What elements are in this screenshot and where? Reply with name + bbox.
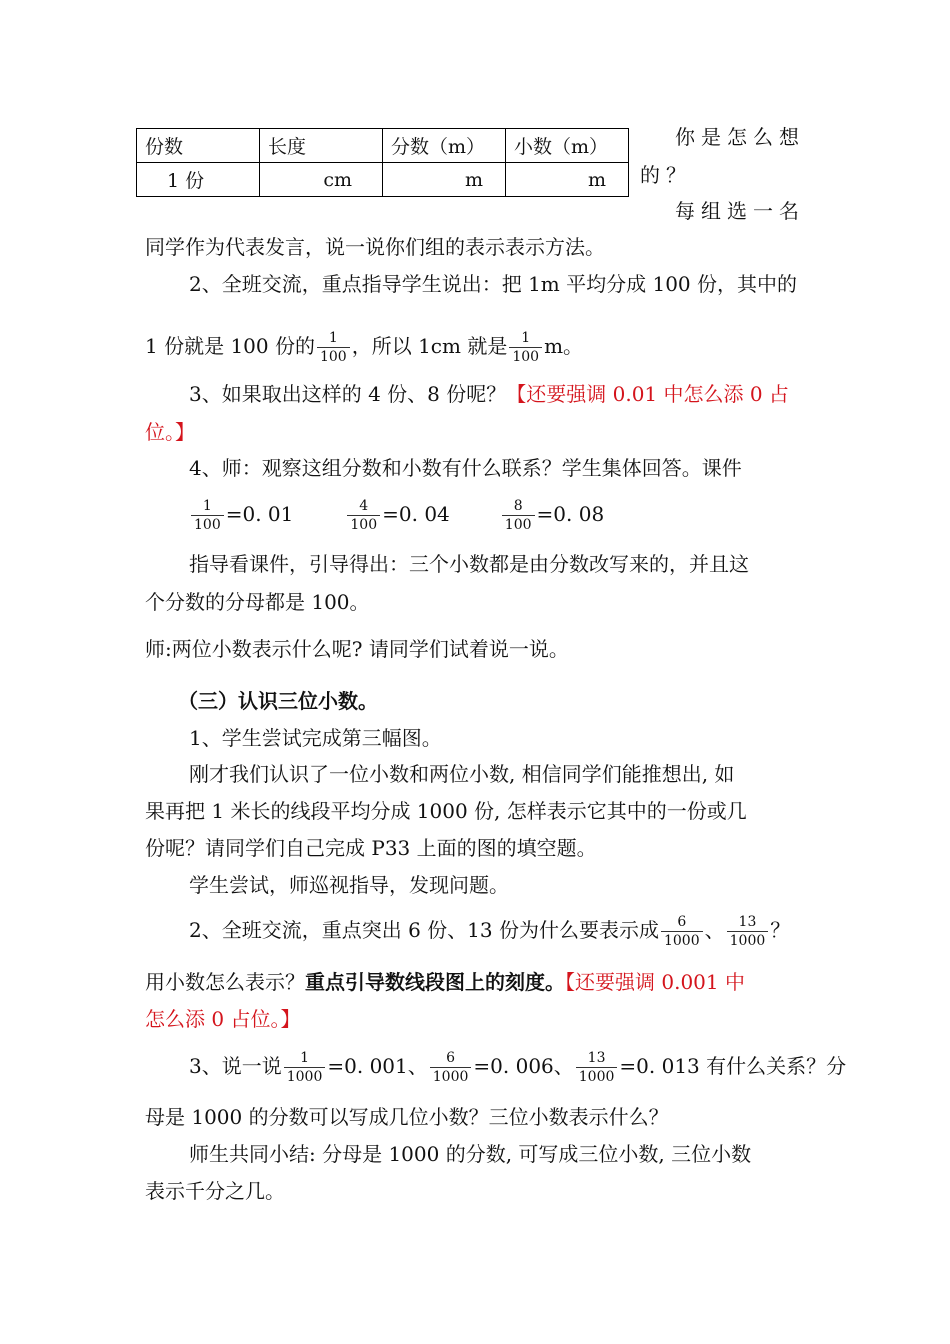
fraction-numerator: 6 [430,1051,472,1068]
table-header-cell: 份数 [137,129,260,163]
emphasis-note: 位。】 [145,420,195,444]
paragraph-line: 师:两位小数表示什么呢? 请同学们试着说一说。 [145,637,569,661]
table-row [137,163,629,197]
table-cell: 1 份 [137,163,260,197]
fraction-denominator: 100 [194,517,221,533]
fraction-numerator: 6 [661,915,703,932]
text-segment: =0. 013 有什么关系？分 [619,1054,847,1078]
text-segment: =0. 006、 [473,1054,574,1078]
bold-emphasis: 重点引导数线段图上的刻度。 [305,970,565,994]
equation-value: =0. 04 [382,502,450,526]
paragraph-line: 刚才我们认识了一位小数和两位小数, 相信同学们能推想出, 如 [189,762,735,786]
fraction-denominator: 1000 [432,1069,469,1085]
paragraph-line: 4、师：观察这组分数和小数有什么联系？学生集体回答。课件 [189,456,742,480]
fraction-denominator: 1000 [578,1069,615,1085]
equation-row [189,497,604,532]
fraction-denominator: 100 [350,517,378,533]
paragraph-line: 表示千分之几。 [145,1179,285,1203]
paragraph-line: 1、学生尝试完成第三幅图。 [189,726,442,750]
fraction [430,1051,472,1084]
text-segment: 2、全班交流，重点突出 6 份、13 份为什么要表示成 [189,918,659,942]
table-header-cell: 小数（m） [506,129,629,163]
paragraph-line: 份呢？请同学们自己完成 P33 上面的图的填空题。 [145,836,597,860]
table-cell: m [383,163,506,197]
paragraph-line [145,969,745,995]
paragraph-line: 果再把 1 米长的线段平均分成 1000 份, 怎样表示它其中的一份或几 [145,799,747,823]
fraction-denominator: 1000 [729,933,766,949]
emphasis-note: 怎么添 0 占位。】 [145,1007,301,1031]
data-table [136,128,629,197]
fraction-numerator: 4 [347,499,380,516]
table-cell: cm [260,163,383,197]
text-segment: 3、如果取出这样的 4 份、8 份呢？ [189,382,507,406]
fraction [317,331,350,364]
fraction [191,499,224,532]
fraction [727,915,769,948]
text-segment: m。 [544,334,584,358]
side-text-line: 每组选一名 [675,199,805,223]
side-text-line: 你是怎么想 [675,125,805,149]
paragraph-line: 指导看课件，引导得出：三个小数都是由分数改写来的，并且这 [189,552,749,576]
paragraph-line [189,1049,846,1084]
paragraph-line [189,913,790,948]
equation-value: =0. 01 [225,502,294,526]
fraction-numerator: 1 [509,331,542,348]
table-header-row [137,129,629,163]
text-segment: ？ [770,918,791,942]
fraction [502,499,535,532]
paragraph-line: 个分数的分母都是 100。 [145,590,370,614]
paragraph-line: 2、全班交流，重点指导学生说出：把 1m 平均分成 100 份，其中的 [189,272,798,296]
paragraph-line [145,329,583,364]
section-heading: （三）认识三位小数。 [178,689,378,713]
fraction [576,1051,618,1084]
fraction-numerator: 13 [727,915,769,932]
fraction-numerator: 1 [191,499,224,516]
text-segment: 、 [704,918,725,942]
text-segment: 3、说一说 [189,1054,282,1078]
fraction-denominator: 1000 [286,1069,323,1085]
table-cell: m [506,163,629,197]
fraction-denominator: 100 [512,349,540,365]
paragraph-line: 学生尝试，师巡视指导，发现问题。 [189,873,509,897]
fraction-numerator: 1 [317,331,350,348]
equation-value: =0. 08 [536,502,605,526]
text-segment: =0. 001、 [327,1054,428,1078]
paragraph-line [189,381,789,407]
fraction-numerator: 8 [502,499,535,516]
fraction [509,331,542,364]
emphasis-note: 【还要强调 0.001 中 [565,970,745,994]
fraction [661,915,703,948]
fraction-denominator: 100 [504,517,532,533]
emphasis-note: 【还要强调 0.01 中怎么添 0 占 [506,382,789,406]
table-header-cell: 分数（m） [383,129,506,163]
side-text-line: 的？ [640,163,692,187]
paragraph-line: 师生共同小结: 分母是 1000 的分数, 可写成三位小数, 三位小数 [189,1142,752,1166]
fraction-denominator: 100 [319,349,347,365]
text-segment: ，所以 1cm 就是 [351,334,508,358]
table-header-cell: 长度 [260,129,383,163]
fraction-numerator: 13 [576,1051,618,1068]
fraction [347,499,380,532]
fraction [284,1051,326,1084]
paragraph-line: 同学作为代表发言，说一说你们组的表示表示方法。 [145,235,605,259]
paragraph-line: 母是 1000 的分数可以写成几位小数？三位小数表示什么？ [145,1105,669,1129]
text-segment: 1 份就是 100 份的 [145,334,315,358]
fraction-numerator: 1 [284,1051,326,1068]
text-segment: 用小数怎么表示？ [145,970,305,994]
fraction-denominator: 1000 [663,933,700,949]
